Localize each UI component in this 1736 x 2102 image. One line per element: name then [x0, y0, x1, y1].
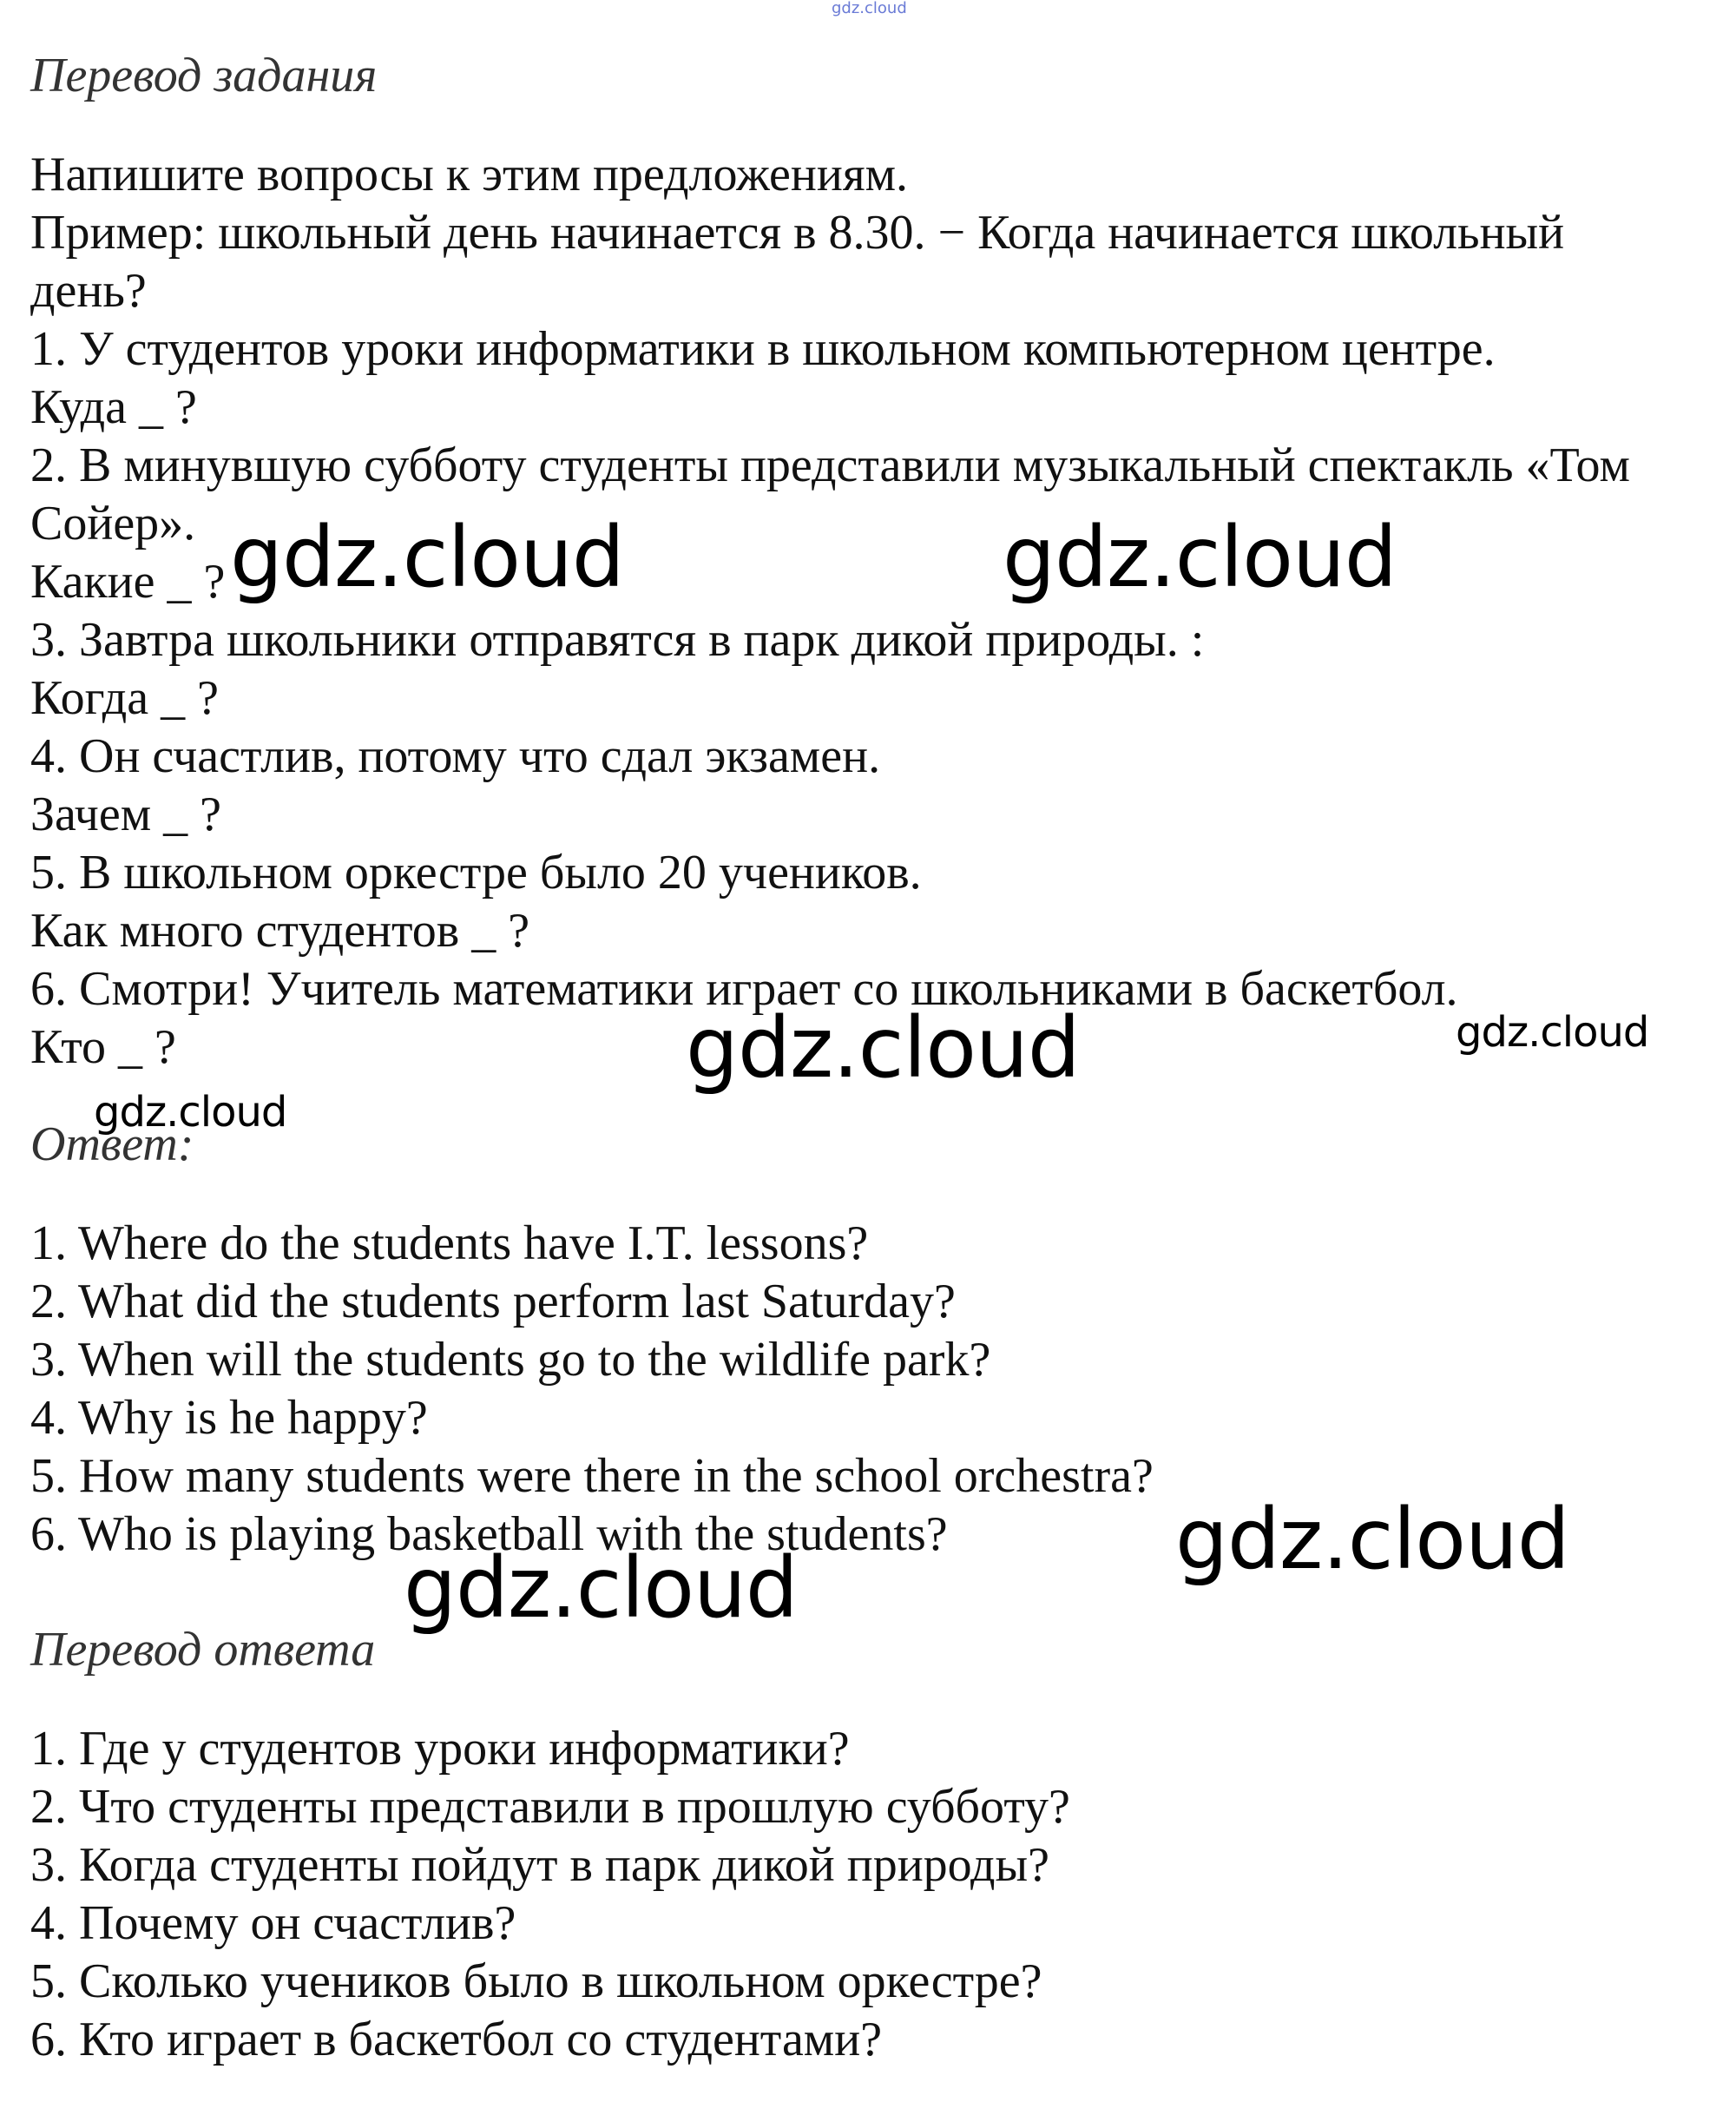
task-line: Пример: школьный день начинается в 8.30. − Когда начинается школьный — [30, 206, 1565, 260]
answer-line: 3. When will the students go to the wildlife park? — [30, 1333, 991, 1387]
answer-line: 2. What did the students perform last Saturday? — [30, 1275, 956, 1328]
watermark: gdz.cloud — [686, 999, 1080, 1097]
watermark: gdz.cloud — [1175, 1491, 1569, 1588]
answer-heading: Ответ: — [30, 1117, 194, 1171]
task-line: 5. В школьном оркестре было 20 учеников. — [30, 846, 922, 899]
translation-heading: Перевод ответа — [30, 1623, 376, 1677]
task-line: Как много студентов _ ? — [30, 904, 530, 958]
task-line: Напишите вопросы к этим предложениям. — [30, 148, 909, 201]
task-heading: Перевод задания — [30, 49, 378, 102]
task-line: Кто _ ? — [30, 1020, 176, 1074]
translation-line: 2. Что студенты представили в прошлую субботу? — [30, 1780, 1070, 1834]
header-watermark: gdz.cloud — [832, 0, 907, 17]
task-line: Сойер». — [30, 497, 196, 550]
watermark: gdz.cloud — [1456, 1008, 1649, 1057]
answer-line: 6. Who is playing basketball with the students? — [30, 1507, 948, 1561]
watermark: gdz.cloud — [230, 509, 624, 606]
task-line: Куда _ ? — [30, 380, 197, 434]
watermark: gdz.cloud — [1003, 509, 1397, 606]
task-line: Зачем _ ? — [30, 787, 221, 841]
task-line: Когда _ ? — [30, 671, 219, 725]
answer-line: 1. Where do the students have I.T. lessons? — [30, 1216, 869, 1270]
watermark: gdz.cloud — [94, 1088, 287, 1137]
task-line: день? — [30, 264, 147, 318]
translation-line: 1. Где у студентов уроки информатики? — [30, 1722, 850, 1776]
task-line: 4. Он счастлив, потому что сдал экзамен. — [30, 729, 881, 783]
watermark: gdz.cloud — [404, 1539, 798, 1637]
task-line: 2. В минувшую субботу студенты представили музыкальный спектакль «Том — [30, 438, 1630, 492]
task-line: Какие _ ? — [30, 555, 226, 609]
task-line: 3. Завтра школьники отправятся в парк дикой природы. : — [30, 613, 1205, 667]
task-line: 1. У студентов уроки информатики в школьном компьютерном центре. — [30, 322, 1496, 376]
translation-line: 4. Почему он счастлив? — [30, 1896, 516, 1950]
answer-line: 4. Why is he happy? — [30, 1391, 428, 1445]
translation-line: 3. Когда студенты пойдут в парк дикой природы? — [30, 1838, 1050, 1892]
translation-line: 6. Кто играет в баскетбол со студентами? — [30, 2013, 883, 2066]
answer-line: 5. How many students were there in the school orchestra? — [30, 1449, 1154, 1503]
translation-line: 5. Сколько учеников было в школьном оркестре? — [30, 1954, 1042, 2008]
task-line: 6. Смотри! Учитель математики играет со школьниками в баскетбол. — [30, 962, 1458, 1016]
